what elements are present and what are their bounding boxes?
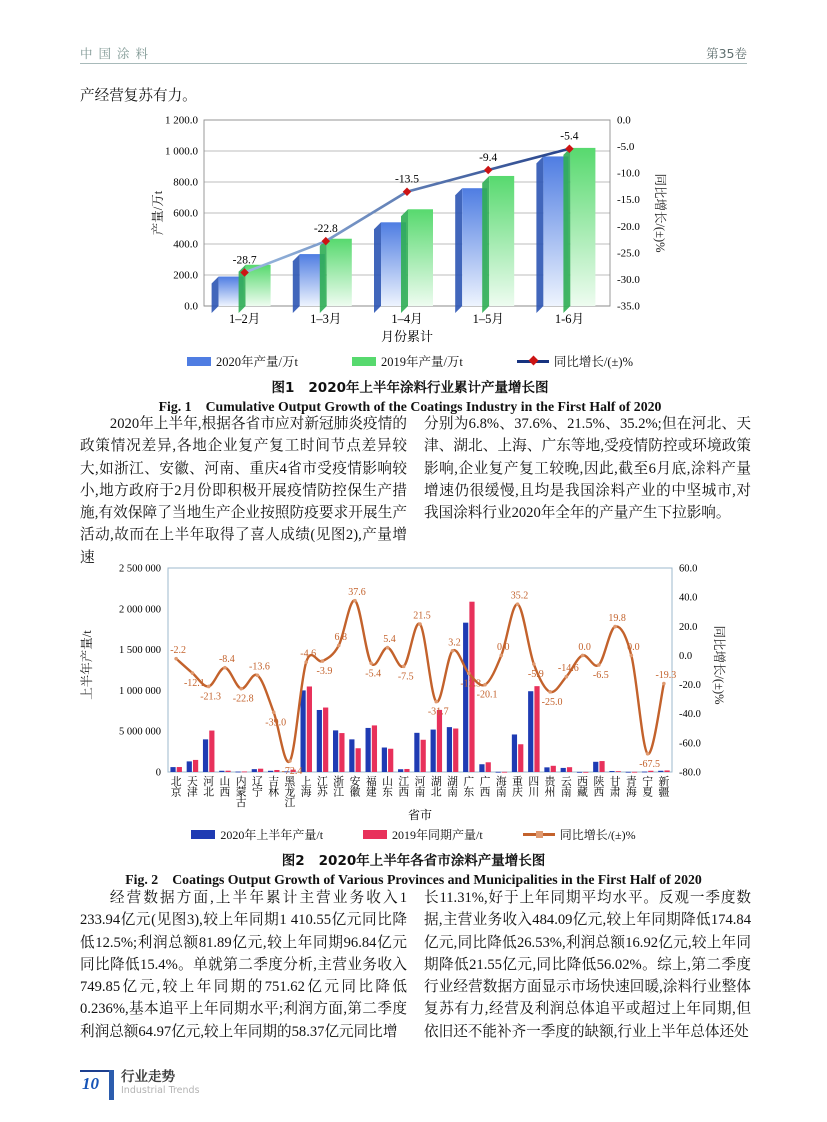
bar-swatch-icon [363, 830, 387, 839]
svg-text:600.0: 600.0 [173, 207, 198, 220]
legend-label: 2020年上半年产量/t [220, 828, 324, 842]
svg-text:1–3月: 1–3月 [310, 312, 342, 326]
svg-text:山东: 山东 [382, 776, 393, 799]
svg-text:月份累计: 月份累计 [380, 329, 434, 344]
svg-text:-39.0: -39.0 [265, 717, 287, 729]
svg-text:陕西: 陕西 [593, 776, 605, 799]
figure2-caption-en: Fig. 2 Coatings Output Growth of Various Provinces and Municipalities in the First Half of 2020 [125, 872, 702, 887]
volume-label: 第35卷 [706, 46, 747, 61]
footer-section-en: Industrial Trends [121, 1085, 200, 1096]
page-number: 10 [80, 1070, 109, 1094]
svg-text:西藏: 西藏 [577, 776, 588, 799]
body-text-col2-left: 经营数据方面,上半年累计主营业务收入1 233.94亿元(见图3),较上年同期1 410.55亿元同比降低12.5%;利润总额81.89亿元,较上年同期96.84亿元同比降低15.4%。单就第二季度分析,主营业务收入749.85亿元,较上年同期的751.62亿元同比降低0.236%,基本追平上年同期水平;利润方面,第二季度利润总额64.97亿元,较上年同期的58.37亿元同比增 [80, 890, 407, 1040]
svg-text:-20.0: -20.0 [617, 220, 640, 233]
svg-text:新疆: 新疆 [658, 776, 670, 799]
svg-text:北京: 北京 [170, 776, 182, 799]
fig2-y-right-title: 同比增长/(±)% [712, 625, 726, 705]
svg-text:安徽: 安徽 [349, 776, 361, 799]
svg-text:-12.3: -12.3 [460, 678, 482, 690]
svg-text:6.8: 6.8 [334, 632, 347, 644]
svg-text:河北: 河北 [203, 776, 215, 799]
legend-label: 2019年同期产量/t [392, 828, 483, 842]
footer-section [121, 1070, 200, 1097]
svg-text:5.4: 5.4 [383, 634, 396, 646]
svg-text:天津: 天津 [186, 776, 198, 799]
svg-text:辽宁: 辽宁 [252, 776, 263, 799]
figure1-chart [140, 108, 680, 350]
fig1-y-right-title: 同比增长/(±)% [653, 173, 667, 253]
svg-text:江西: 江西 [398, 776, 410, 799]
svg-text:-20.0: -20.0 [679, 680, 701, 692]
svg-text:0: 0 [155, 767, 161, 779]
svg-text:1 200.0: 1 200.0 [165, 114, 198, 127]
svg-text:-40.0: -40.0 [679, 709, 701, 721]
svg-text:云南: 云南 [560, 776, 572, 799]
legend-item [187, 352, 298, 370]
svg-text:广东: 广东 [463, 776, 475, 799]
svg-text:-4.6: -4.6 [300, 648, 317, 660]
legend-item [363, 826, 483, 843]
body-text-col1-left: 2020年上半年,根据各省市应对新冠肺炎疫情的政策情况差异,各地企业复产复工时间节点差异较大,如浙江、安徽、河南、重庆4省市受疫情影响较小,地方政府于2月份即积极开展疫情防控保生产措施,有效保障了当地生产企业按照防疫要求开展生产活动,故而在上半年取得了喜人成绩(见图2),产量增速 [80, 416, 407, 566]
svg-text:河南: 河南 [414, 776, 426, 799]
intro-paragraph: 产经营复苏有力。 [80, 88, 197, 104]
fig2-y-left-title: 上半年产量/t [80, 630, 94, 700]
svg-text:内蒙古: 内蒙古 [235, 776, 247, 809]
figure1-caption-zh: 图1 2020年上半年涂料行业累计产量增长图 [271, 380, 549, 396]
svg-text:-60.0: -60.0 [679, 738, 701, 750]
svg-text:1–4月: 1–4月 [391, 312, 423, 326]
svg-text:20.0: 20.0 [679, 621, 698, 633]
svg-text:-31.7: -31.7 [427, 706, 449, 718]
svg-text:0.0: 0.0 [627, 641, 640, 653]
svg-text:山西: 山西 [219, 776, 231, 799]
svg-text:-25.0: -25.0 [541, 696, 563, 708]
legend-item [517, 352, 633, 370]
svg-text:-13.5: -13.5 [395, 173, 419, 186]
svg-text:-12.1: -12.1 [183, 678, 205, 690]
body-text-col2-right: 长11.31%,好于上年同期平均水平。反观一季度数据,主营业务收入484.09亿元,较上年同期降低174.84亿元,同比降低26.53%,利润总额16.92亿元,较上年同期降低21.55亿元,同比降低56.02%。综上,第二季度行业经营数据方面显示市场快速回暖,涂料行业整体复苏有力,经营及利润总体追平或超过上年同期,但依旧还不能补齐一季度的缺额,行业上半年总体还处 [424, 890, 751, 1040]
svg-text:省市: 省市 [407, 808, 433, 822]
svg-text:200.0: 200.0 [173, 269, 198, 282]
svg-text:-19.3: -19.3 [655, 670, 677, 682]
svg-text:0.0: 0.0 [497, 641, 510, 653]
svg-text:2 500 000: 2 500 000 [119, 563, 161, 575]
svg-text:-13.6: -13.6 [248, 661, 270, 673]
svg-text:-14.6: -14.6 [557, 663, 579, 675]
svg-text:贵州: 贵州 [544, 776, 556, 799]
footer-bar [109, 1070, 114, 1100]
svg-text:3.2: 3.2 [448, 637, 461, 649]
figure1-legend [140, 352, 680, 370]
svg-text:青海: 青海 [625, 776, 637, 799]
svg-text:-25.0: -25.0 [617, 247, 640, 260]
legend-item [352, 352, 463, 370]
svg-text:-8.4: -8.4 [218, 654, 235, 666]
svg-text:-22.8: -22.8 [313, 223, 338, 236]
svg-text:5 000 000: 5 000 000 [119, 726, 161, 738]
svg-text:黑龙江: 黑龙江 [284, 776, 296, 809]
svg-text:-21.3: -21.3 [200, 691, 222, 703]
svg-text:-9.4: -9.4 [479, 151, 498, 164]
svg-text:广西: 广西 [479, 776, 491, 799]
svg-text:重庆: 重庆 [512, 776, 523, 799]
legend-label: 2020年产量/万t [216, 355, 298, 369]
svg-text:60.0: 60.0 [679, 563, 698, 575]
svg-text:400.0: 400.0 [173, 238, 198, 251]
figure2-caption-zh: 图2 2020年上半年各省市涂料产量增长图 [281, 853, 546, 869]
svg-text:-5.4: -5.4 [560, 130, 579, 143]
svg-text:-72.4: -72.4 [281, 765, 303, 777]
bar-swatch-icon [352, 357, 376, 366]
figure2-legend [72, 826, 755, 843]
svg-text:-20.1: -20.1 [476, 689, 498, 701]
svg-text:-30.0: -30.0 [617, 273, 640, 286]
svg-text:40.0: 40.0 [679, 592, 698, 604]
svg-text:-15.0: -15.0 [617, 194, 640, 207]
figure2-block [72, 556, 755, 888]
bar-swatch-icon [187, 357, 211, 366]
svg-text:35.2: 35.2 [510, 590, 529, 602]
legend-label: 同比增长/(±)% [559, 828, 636, 842]
figure1-caption-en: Fig. 1 Cumulative Output Growth of the Coatings Industry in the First Half of 2020 [158, 399, 662, 414]
svg-text:1 500 000: 1 500 000 [119, 645, 161, 657]
svg-text:21.5: 21.5 [413, 610, 431, 622]
legend-item [523, 826, 636, 843]
svg-text:甘肃: 甘肃 [609, 776, 621, 799]
svg-text:1–5月: 1–5月 [472, 312, 504, 326]
svg-text:1-6月: 1-6月 [554, 312, 584, 326]
figure2-chart [72, 556, 755, 824]
svg-text:海南: 海南 [495, 776, 507, 799]
figure1-block [140, 108, 680, 415]
svg-text:福建: 福建 [365, 776, 377, 799]
page-header [80, 44, 747, 64]
svg-text:湖南: 湖南 [447, 776, 458, 799]
svg-text:1 000.0: 1 000.0 [165, 145, 198, 158]
svg-text:-10.0: -10.0 [617, 167, 640, 180]
svg-text:0.0: 0.0 [184, 300, 198, 313]
svg-text:-35.0: -35.0 [617, 300, 640, 313]
footer-section-zh: 行业走势 [121, 1069, 175, 1085]
svg-text:0.0: 0.0 [679, 650, 693, 662]
page-footer [80, 1070, 200, 1100]
svg-text:-22.8: -22.8 [232, 693, 254, 705]
svg-text:0.0: 0.0 [617, 114, 631, 127]
body-text-col1-right: 分别为6.8%、37.6%、21.5%、35.2%;但在河北、天津、湖北、上海、广东等地,受疫情防控或环境政策影响,企业复产复工较晚,因此,截至6月底,涂料产量增速仍很缓慢,且均是我国涂料产业的中坚城市,对我国涂料行业2020年全年的产量产生下拉影响。 [424, 416, 751, 522]
svg-text:吉林: 吉林 [268, 776, 280, 799]
line-swatch-icon [523, 833, 555, 836]
svg-text:1–2月: 1–2月 [228, 312, 261, 326]
svg-text:1 000 000: 1 000 000 [119, 685, 161, 697]
svg-text:19.8: 19.8 [608, 613, 626, 625]
svg-text:上海: 上海 [300, 776, 312, 799]
svg-text:四川: 四川 [528, 776, 540, 799]
svg-text:浙江: 浙江 [333, 776, 345, 799]
svg-text:-6.5: -6.5 [592, 669, 609, 681]
fig1-y-left-title: 产量/万t [151, 190, 165, 236]
svg-text:-28.7: -28.7 [232, 254, 257, 267]
svg-text:37.6: 37.6 [348, 587, 366, 599]
bar-swatch-icon [191, 830, 215, 839]
journal-name: 中国涂料 [80, 46, 155, 61]
svg-text:800.0: 800.0 [173, 176, 198, 189]
svg-text:-67.5: -67.5 [639, 758, 661, 770]
svg-text:-7.5: -7.5 [397, 671, 414, 683]
legend-label: 2019年产量/万t [380, 355, 463, 369]
legend-item [191, 826, 323, 843]
svg-text:-5.0: -5.0 [617, 141, 635, 154]
legend-label: 同比增长/(±)% [553, 355, 633, 369]
svg-text:-5.4: -5.4 [365, 668, 382, 680]
svg-text:-5.9: -5.9 [527, 669, 544, 681]
svg-text:江苏: 江苏 [317, 776, 328, 799]
svg-text:宁夏: 宁夏 [642, 776, 654, 799]
line-swatch-icon [517, 360, 549, 363]
svg-text:2 000 000: 2 000 000 [119, 604, 161, 616]
svg-text:-3.9: -3.9 [316, 666, 333, 678]
svg-text:-2.2: -2.2 [170, 645, 187, 657]
svg-text:0.0: 0.0 [578, 641, 591, 653]
svg-text:湖北: 湖北 [430, 776, 442, 799]
svg-text:-80.0: -80.0 [679, 767, 701, 779]
